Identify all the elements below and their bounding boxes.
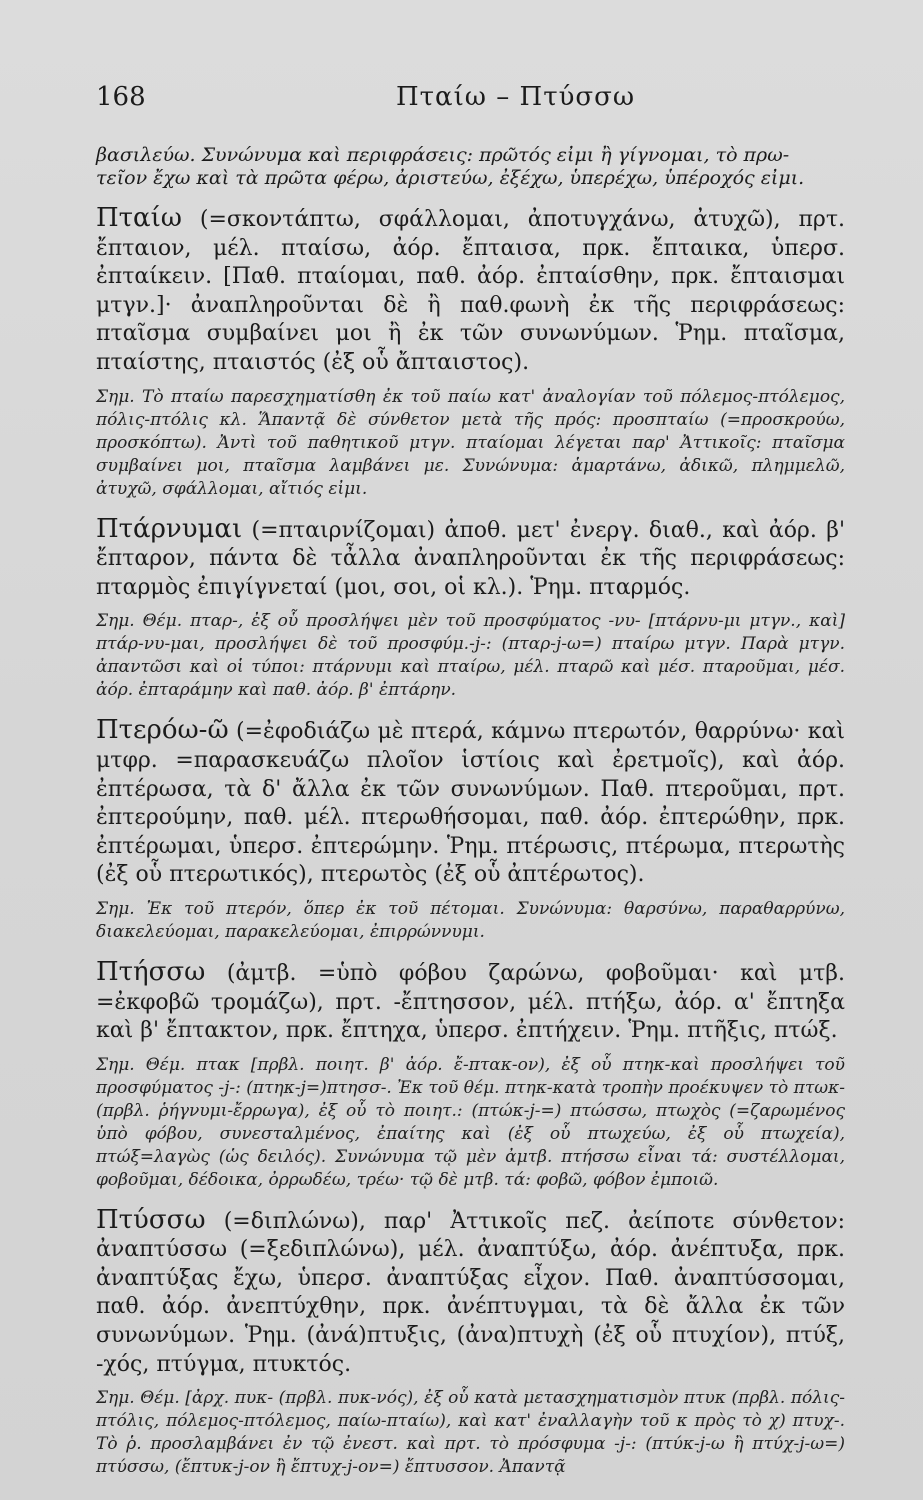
entry-ptysso (96, 1206, 845, 1480)
intro-line: τεῖον ἔχω καὶ τὰ πρῶτα φέρω, ἀριστεύω, ἐξέχω, ὑπερέχω, ὑπέροχός εἰμι. (96, 167, 805, 189)
entry-note: Σημ. Θέμ. [ἀρχ. πυκ- (πρβλ. πυκ-νός), ἐξ οὗ κατὰ μετασχηματισμὸν πτυκ (πρβλ. πόλις-πτόλις, πόλεμος-πτόλεμος, παίω-πταίω), καὶ κατ' ἐναλλαγὴν τοῦ κ πρὸς τὸ χ) πτυχ-. Τὸ ῥ. προσλαμβάνει ἐν τῷ ἐνεστ. καὶ πρτ. τὸ πρόσφυμα -j-: (πτύκ-j-ω ἢ πτύχ-j-ω=) πτύσσω, (ἔπτυκ-j-ον ἢ ἔπτυχ-j-ον=) ἔπτυσσον. Ἀπαντᾷ (96, 1388, 845, 1478)
entry-ptarnymai (96, 515, 845, 703)
entry-body: (=σκοντάπτω, σφάλλομαι, ἀποτυγχάνω, ἀτυχῶ), πρτ. ἔπταιον, μέλ. πταίσω, ἀόρ. ἔπταισα, πρκ. ἔπταικα, ὑπερσ. ἐπταίκειν. [Παθ. πταίομαι, παθ. ἀόρ. ἐπταίσθην, πρκ. ἔπταισμαι μτγν.]· ἀναπληροῦνται δὲ ἢ παθ.φωνὴ ἐκ τῆς περιφράσεως: πταῖσμα συμβαίνει μοι ἢ ἐκ τῶν συνωνύμων. Ῥημ. πταῖσμα, πταίστης, πταιστός (ἐξ οὗ ἄπταιστος). (96, 207, 846, 375)
page-header (96, 82, 845, 138)
entry-body: (ἀμτβ. =ὑπὸ φόβου ζαρώνω, φοβοῦμαι· καὶ μτβ. =ἐκφοβῶ τρομάζω), πρτ. -ἔπτησσον, μέλ. πτήξω, ἀόρ. α' ἔπτηξα καὶ β' ἔπτακτον, πρκ. ἔπτηχα, ὑπερσ. ἐπτήχειν. Ῥημ. πτῆξις, πτώξ. (96, 960, 845, 1044)
running-head: Πταίω – Πτύσσω (396, 82, 636, 112)
page-number: 168 (96, 82, 146, 112)
entry-note: Σημ. Ἐκ τοῦ πτερόν, ὅπερ ἐκ τοῦ πέτομαι. Συνώνυμα: θαρσύνω, παραθαρρύνω, διακελεύομαι, παρακελεύομαι, ἐπιρρώννυμι. (96, 898, 845, 942)
headword: Πτύσσω (96, 1204, 206, 1235)
entry-ptaio (96, 204, 845, 501)
headword: Πτερόω-ῶ (96, 715, 229, 746)
entry-pteroo (96, 716, 845, 944)
entry-ptesso (96, 958, 845, 1192)
intro-line: βασιλεύω. Συνώνυμα καὶ περιφράσεις: πρῶτός εἰμι ἢ γίγνομαι, τὸ πρω- (96, 144, 790, 166)
entry-body: (=ἐφοδιάζω μὲ πτερά, κάμνω πτερωτόν, θαρρύνω· καὶ μτφρ. =παρασκευάζω πλοῖον ἱστίοις καὶ ἐρετμοῖς), καὶ ἀόρ. ἐπτέρωσα, τὰ δ' ἄλλα ἐκ τῶν συνωνύμων. Παθ. πτεροῦμαι, πρτ. ἐπτερούμην, παθ. μέλ. πτερωθήσομαι, παθ. ἀόρ. ἐπτερώθην, πρκ. ἐπτέρωμαι, ὑπερσ. ἐπτερώμην. Ῥημ. πτέρωσις, πτέρωμα, πτερωτὴς (ἐξ οὗ πτερωτικός), πτερωτὸς (ἐξ οὗ ἀπτέρωτος). (96, 719, 845, 888)
entry-note: Σημ. Θέμ. πταρ-, ἐξ οὗ προσλήψει μὲν τοῦ προσφύματος -νυ- [πτάρνυ-μι μτγν., καὶ] πτάρ-νυ-μαι, προσλήψει δὲ τοῦ προσφύμ.-j-: (πταρ-j-ω=) πταίρω μτγν. Παρὰ μτγν. ἀπαντῶσι καὶ οἱ τύποι: πτάρνυμι καὶ πταίρω, μέλ. πταρῶ καὶ μέσ. πταροῦμαι, μέσ. ἀόρ. ἐπταράμην καὶ παθ. ἀόρ. β' ἐπτάρην. (96, 611, 845, 701)
headword: Πταίω (96, 203, 183, 233)
headword: Πτάρνυμαι (96, 513, 243, 544)
entry-body: (=διπλώνω), παρ' Ἀττικοῖς πεζ. ἀείποτε σύνθετον: ἀναπτύσσω (=ξεδιπλώνω), μέλ. ἀναπτύξω, ἀόρ. ἀνέπτυξα, πρκ. ἀναπτύξας ἔχω, ὑπερσ. ἀναπτύξας εἶχον. Παθ. ἀναπτύσσομαι, παθ. ἀόρ. ἀνεπτύχθην, πρκ. ἀνέπτυγμαι, τὰ δὲ ἄλλα ἐκ τῶν συνωνύμων. Ῥημ. (ἀνά)πτυξις, (ἀνα)πτυχὴ (ἐξ οὗ πτυχίον), πτύξ, -χός, πτύγμα, πτυκτός. (96, 1208, 846, 1377)
entry-body: (=πταιρνίζομαι) ἀποθ. μετ' ἐνεργ. διαθ., καὶ ἀόρ. β' ἔπταρον, πάντα δὲ τἆλλα ἀναπληροῦνται ἐκ τῆς περιφράσεως: πταρμὸς ἐπιγίγνεταί (μοι, σοι, οἱ κλ.). Ῥημ. πταρμός. (96, 517, 845, 600)
entry-note: Σημ. Τὸ πταίω παρεσχηματίσθη ἐκ τοῦ παίω κατ' ἀναλογίαν τοῦ πόλεμος-πτόλεμος, πόλις-πτόλις κλ. Ἅπαντᾷ δὲ σύνθετον μετὰ τῆς πρός: προσπταίω (=προσκρούω, προσκόπτω). Ἀντὶ τοῦ παθητικοῦ μτγν. πταίομαι λέγεται παρ' Ἀττικοῖς: πταῖσμα συμβαίνει μοι, πταῖσμα λαμβάνει με. Συνώνυμα: ἁμαρτάνω, ἀδικῶ, πλημμελῶ, ἀτυχῶ, σφάλλομαι, αἴτιός εἰμι. (96, 386, 845, 499)
entry-note: Σημ. Θέμ. πτακ [πρβλ. ποιητ. β' ἀόρ. ἔ-πτακ-ον), ἐξ οὗ πτηκ-καὶ προσλήψει τοῦ προσφύματος -j-: (πτηκ-j=)πτησσ-. Ἐκ τοῦ θέμ. πτηκ-κατὰ τροπὴν προέκυψεν τὸ πτωκ- (πρβλ. ῥήγνυμι-ἔρρωγα), ἐξ οὗ τὸ ποιητ.: (πτώκ-j-=) πτώσσω, πτωχὸς (=ζαρωμένος ὑπὸ φόβου, συνεσταλμένος, ἐπαίτης καὶ (ἐξ οὗ πτωχεύω, ἐξ οὗ πτωχεία), πτώξ=λαγὼς (ὡς δειλός). Συνώνυμα τῷ μὲν ἀμτβ. πτήσσω εἶναι τά: συστέλλομαι, φοβοῦμαι, δέδοικα, ὀρρωδέω, τρέω· τῷ δὲ μτβ. τά: φοβῶ, φόβον ἐμποιῶ. (96, 1054, 845, 1190)
headword: Πτήσσω (96, 956, 206, 987)
continued-text (96, 144, 845, 190)
